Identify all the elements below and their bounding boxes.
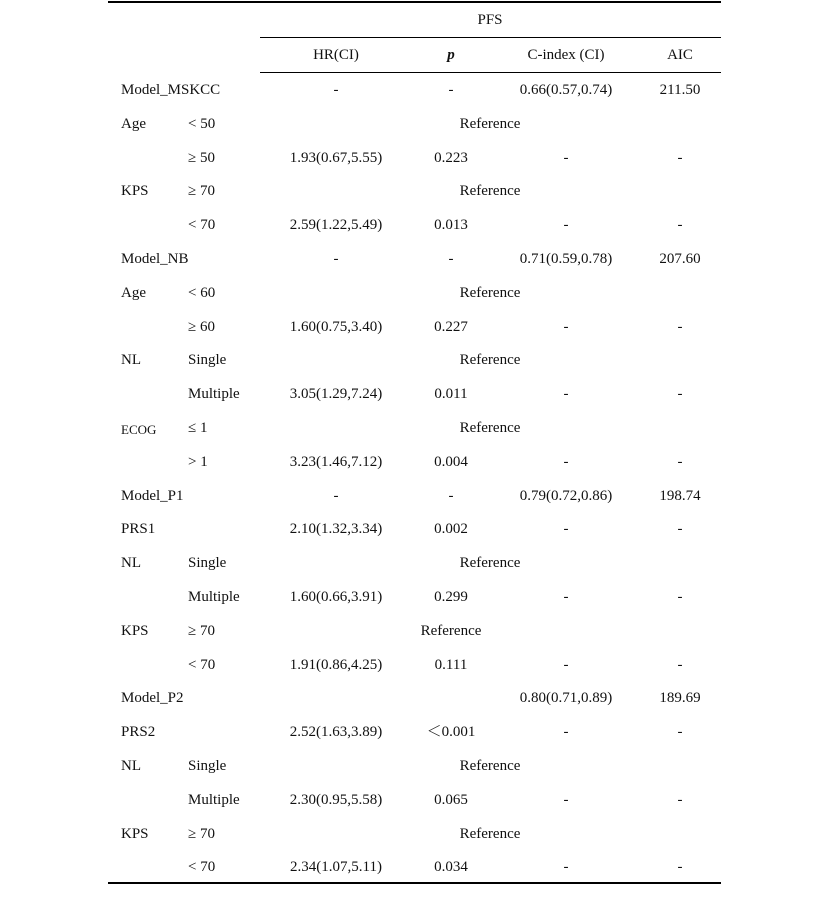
row-label: NL [121, 758, 141, 774]
row-sublabel: Multiple [188, 589, 240, 605]
aic-cell: - [677, 454, 683, 470]
header-group-pfs: PFS [477, 12, 503, 28]
p-value-cell: 0.034 [434, 859, 468, 875]
cindex-cell: - [563, 150, 569, 166]
hr-ci-cell: 2.30(0.95,5.58) [289, 792, 383, 808]
p-value-cell: 0.002 [434, 521, 468, 537]
row-label: Model_NB [121, 251, 189, 267]
hr-ci-cell: - [333, 251, 339, 267]
row-label: Age [121, 116, 146, 132]
row-sublabel: Single [188, 352, 227, 368]
reference-label: Reference [459, 285, 521, 301]
cindex-cell: - [563, 217, 569, 233]
header-aic: AIC [667, 47, 693, 63]
row-label: NL [121, 352, 141, 368]
row-label: Age [121, 285, 146, 301]
p-value-cell: 0.223 [434, 150, 468, 166]
row-sublabel: Multiple [188, 386, 240, 402]
row-label: KPS [121, 183, 149, 199]
hr-ci-cell: 2.10(1.32,3.34) [289, 521, 383, 537]
reference-label: Reference [459, 758, 521, 774]
cindex-cell: - [563, 657, 569, 673]
reference-label: Reference [459, 352, 521, 368]
header-rule [260, 72, 721, 73]
aic-cell: - [677, 217, 683, 233]
p-value-cell: 0.004 [434, 454, 468, 470]
row-sublabel: < 70 [188, 217, 216, 233]
cindex-cell: 0.66(0.57,0.74) [519, 82, 613, 98]
hr-ci-cell: 2.34(1.07,5.11) [290, 859, 382, 875]
cindex-cell: 0.79(0.72,0.86) [519, 488, 613, 504]
row-label: Model_MSKCC [121, 82, 221, 98]
hr-ci-cell: 2.52(1.63,3.89) [289, 724, 383, 740]
top-rule [108, 1, 721, 3]
bottom-rule [108, 882, 721, 884]
row-sublabel: < 70 [188, 859, 216, 875]
hr-ci-cell: 3.23(1.46,7.12) [289, 454, 383, 470]
row-sublabel: < 60 [188, 285, 216, 301]
p-value-cell: 0.299 [434, 589, 468, 605]
aic-cell: - [677, 589, 683, 605]
p-value-cell: 0.011 [434, 386, 468, 402]
cindex-cell: - [563, 724, 569, 740]
aic-cell: - [677, 521, 683, 537]
group-underline [260, 37, 721, 38]
row-label: Model_P1 [121, 488, 184, 504]
cindex-cell: - [563, 521, 569, 537]
cindex-cell: - [563, 454, 569, 470]
row-label: ECOG [121, 422, 157, 437]
reference-label: Reference [459, 555, 521, 571]
row-sublabel: ≥ 50 [188, 150, 215, 166]
row-label: KPS [121, 623, 149, 639]
cindex-cell: - [563, 859, 569, 875]
row-sublabel: ≥ 70 [188, 826, 215, 842]
hr-ci-cell: - [333, 488, 339, 504]
row-sublabel: ≥ 60 [188, 319, 215, 335]
cindex-cell: - [563, 319, 569, 335]
aic-cell: - [677, 386, 683, 402]
p-value-cell: 0.065 [434, 792, 468, 808]
row-sublabel: < 50 [188, 116, 216, 132]
reference-label: Reference [459, 116, 521, 132]
reference-label: Reference [459, 826, 521, 842]
row-label: PRS1 [121, 521, 156, 537]
cindex-cell: 0.71(0.59,0.78) [519, 251, 613, 267]
row-sublabel: Multiple [188, 792, 240, 808]
hr-ci-cell: 1.91(0.86,4.25) [289, 657, 383, 673]
row-sublabel: Single [188, 758, 227, 774]
cindex-cell: - [563, 792, 569, 808]
row-sublabel: > 1 [188, 454, 208, 470]
aic-cell: - [677, 657, 683, 673]
aic-cell: 189.69 [659, 690, 701, 706]
header-cindex: C-index (CI) [527, 47, 605, 63]
aic-cell: 207.60 [659, 251, 701, 267]
reference-label: Reference [459, 183, 521, 199]
hr-ci-cell: 2.59(1.22,5.49) [289, 217, 383, 233]
row-sublabel: ≥ 70 [188, 183, 215, 199]
p-value-cell: ＜0.001 [426, 724, 476, 740]
p-value-cell: - [448, 488, 454, 504]
row-label: Model_P2 [121, 690, 184, 706]
cindex-cell: - [563, 589, 569, 605]
p-value-cell: - [448, 251, 454, 267]
hr-ci-cell: 1.60(0.66,3.91) [289, 589, 383, 605]
hr-ci-cell: 3.05(1.29,7.24) [289, 386, 383, 402]
p-value-cell: 0.013 [434, 217, 468, 233]
row-sublabel: < 70 [188, 657, 216, 673]
reference-label: Reference [459, 420, 521, 436]
row-label: NL [121, 555, 141, 571]
aic-cell: - [677, 319, 683, 335]
reference-label: Reference [420, 623, 482, 639]
p-value-cell: - [448, 82, 454, 98]
aic-cell: 211.50 [659, 82, 701, 98]
cindex-cell: - [563, 386, 569, 402]
header-hr: HR(CI) [313, 47, 359, 63]
row-label: PRS2 [121, 724, 156, 740]
p-value-cell: 0.111 [434, 657, 468, 673]
p-value-cell: 0.227 [434, 319, 468, 335]
aic-cell: - [677, 150, 683, 166]
header-p: p [447, 47, 455, 63]
aic-cell: - [677, 792, 683, 808]
row-sublabel: ≥ 70 [188, 623, 215, 639]
aic-cell: - [677, 859, 683, 875]
row-label: KPS [121, 826, 149, 842]
hr-ci-cell: 1.93(0.67,5.55) [289, 150, 383, 166]
hr-ci-cell: 1.60(0.75,3.40) [289, 319, 383, 335]
hr-ci-cell: - [333, 82, 339, 98]
aic-cell: 198.74 [659, 488, 701, 504]
cindex-cell: 0.80(0.71,0.89) [519, 690, 613, 706]
row-sublabel: ≤ 1 [188, 420, 208, 436]
aic-cell: - [677, 724, 683, 740]
row-sublabel: Single [188, 555, 227, 571]
